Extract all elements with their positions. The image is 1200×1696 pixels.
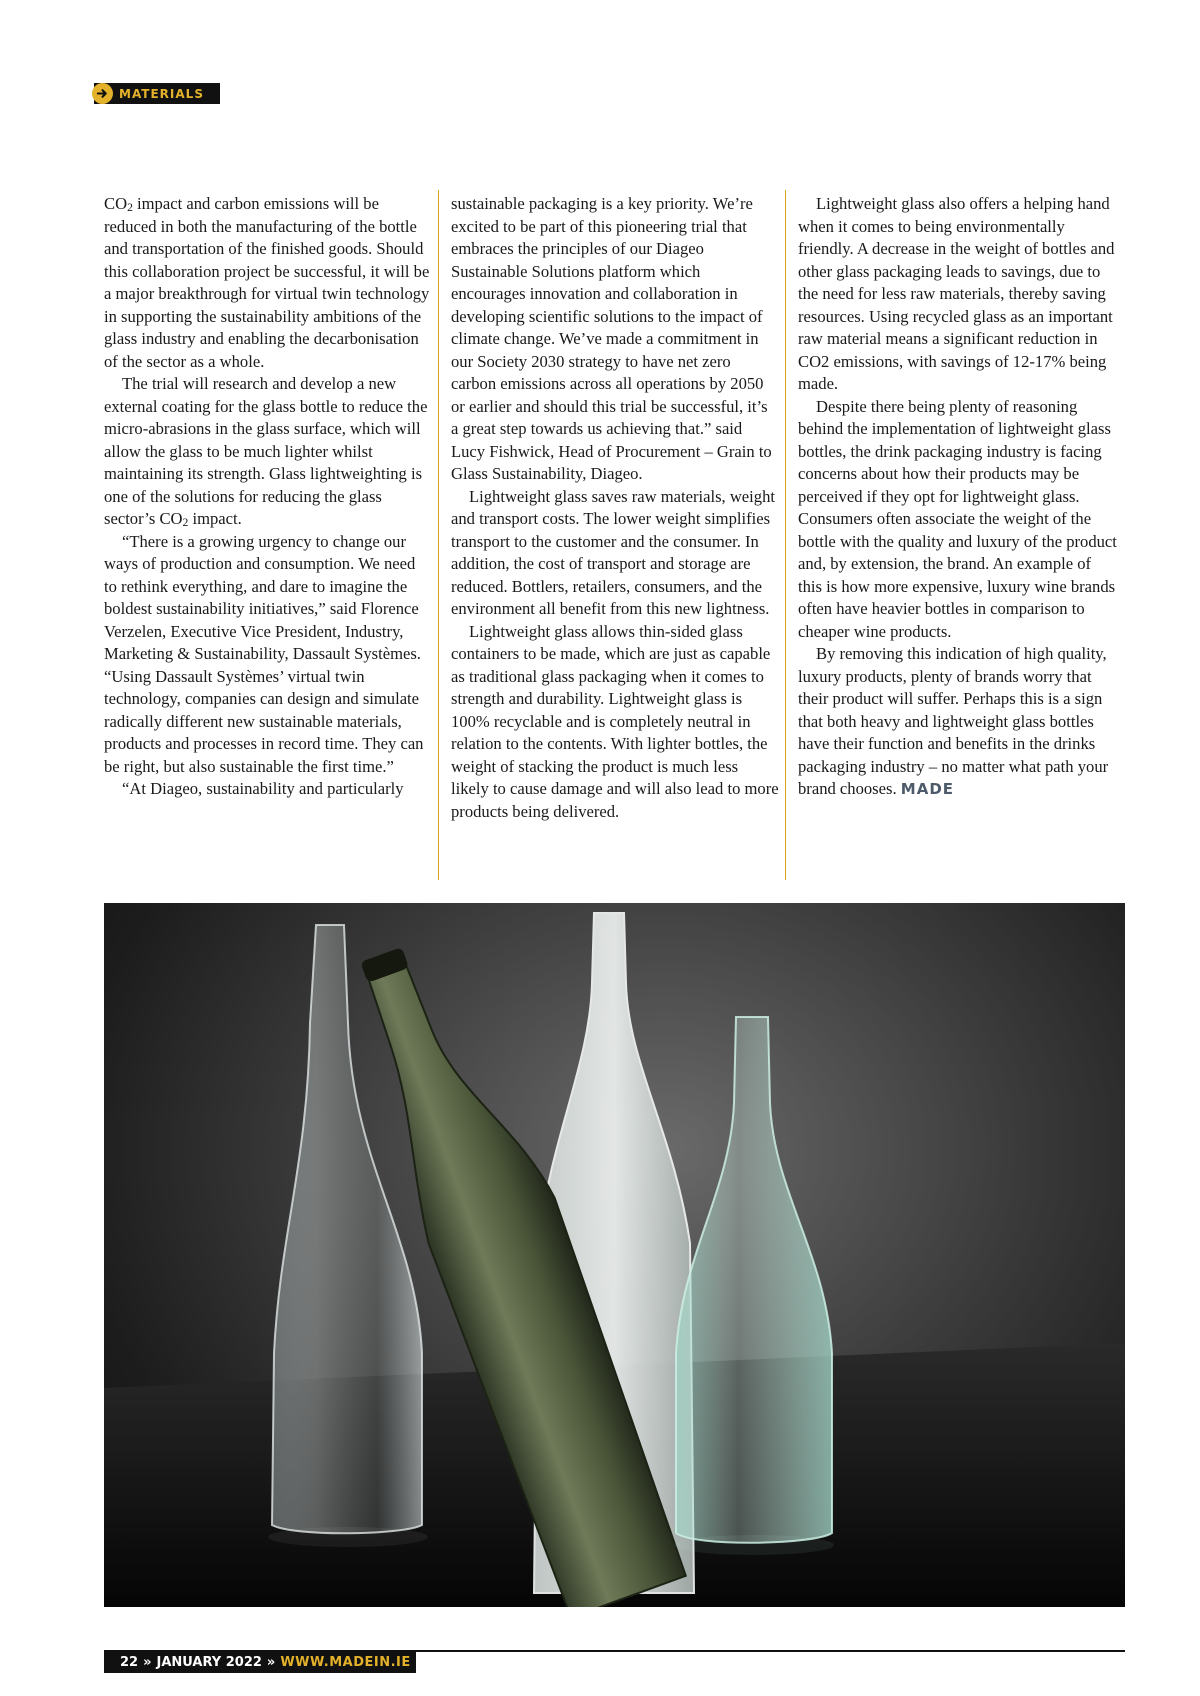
page-footer <box>104 1651 416 1673</box>
bottles-illustration <box>104 903 1125 1607</box>
section-tag <box>94 83 220 104</box>
glass-bottles-photo <box>104 903 1125 1607</box>
paragraph: “At Diageo, sustainability and particularly <box>122 779 404 798</box>
article-column-3 <box>798 193 1118 801</box>
page-number: 22 <box>120 1654 139 1670</box>
paragraph: By removing this indication of high quality, luxury products, plenty of brands worry that their product will suffer. Perhaps this is a sign that both heavy and lightweight glass bottles have their function and benefits in the drinks packaging industry – no matter what path your brand chooses. MADE <box>798 644 1109 798</box>
article-column-2 <box>451 193 779 823</box>
paragraph: Lightweight glass also offers a helping hand when it comes to being environmentally friendly. A decrease in the weight of bottles and other glass packaging leads to savings, due to the need for less raw materials, thereby saving resources. Using recycled glass as an important raw material means a significant reduction in CO2 emissions, with savings of 12-17% being made. <box>798 194 1115 393</box>
paragraph: $CO_2$ impact and carbon emissions will be reduced in both the manufacturing of the bottle and transportation of the finished goods. Should this collaboration project be successful, it will be a major breakthrough for virtual twin technology in supporting the sustainability ambitions of the glass industry and enabling the decarbonisation of the sector as a whole. <box>104 194 430 371</box>
website-link[interactable]: WWW.MADEIN.IE <box>280 1654 411 1670</box>
paragraph: “There is a growing urgency to change our ways of production and consumption. We need to rethink everything, and dare to imagine the boldest sustainability initiatives,” said Florence Verzelen, Executive Vice President, Industry, Marketing & Sustainability, Dassault Systèmes. “Using Dassault Systèmes’ virtual twin technology, companies can design and simulate radically different new sustainable materials, products and processes in record time. They can be right, but also sustainable the first time.” <box>104 531 424 776</box>
paragraph: Lightweight glass saves raw materials, weight and transport costs. The lower weight simplifies transport to the customer and the consumer. In addition, the cost of transport and storage are reduced. Bottlers, retailers, consumers, and the environment all benefit from this new lightness. <box>451 486 775 618</box>
separator: » <box>266 1654 276 1670</box>
section-label: MATERIALS <box>119 86 204 101</box>
paragraph: sustainable packaging is a key priority. We’re excited to be part of this pioneering trial that embraces the principles of our Diageo Sustainable Solutions platform which encourages innovation and collaboration in developing scientific solutions to the impact of climate change. We’ve made a commitment in our Society 2030 strategy to have net zero carbon emissions across all operations by 2050 or earlier and should this trial be successful, it’s a great step towards us achieving that.” said Lucy Fishwick, Head of Procurement – Grain to Glass Sustainability, Diageo. <box>451 194 772 483</box>
issue-date: JANUARY 2022 <box>156 1654 262 1670</box>
article-column-1 <box>104 193 432 801</box>
column-divider <box>438 190 439 880</box>
paragraph: Lightweight glass allows thin-sided glass containers to be made, which are just as capable as traditional glass packaging when it comes to strength and durability. Lightweight glass is 100% recyclable and is completely neutral in relation to the contents. With lighter bottles, the weight of stacking the product is much less likely to cause damage and will also lead to more products being delivered. <box>451 621 779 821</box>
arrow-right-circle-icon <box>92 83 113 104</box>
end-mark: MADE <box>900 780 955 798</box>
separator: » <box>143 1654 152 1670</box>
paragraph: The trial will research and develop a new external coating for the glass bottle to reduce the micro-abrasions in the glass surface, which will allow the glass to be much lighter whilst maintaining its strength. Glass lightweighting is one of the solutions for reducing the glass sector’s $CO_2$ impact. <box>104 374 428 529</box>
column-divider <box>785 190 786 880</box>
paragraph: Despite there being plenty of reasoning behind the implementation of lightweight glass bottles, the drink packaging industry is facing concerns about how their products may be perceived if they opt for lightweight glass. Consumers often associate the weight of the bottle with the quality and luxury of the product and, by extension, the brand. An example of this is how more expensive, luxury wine brands often have heavier bottles in comparison to cheaper wine products. <box>798 396 1117 641</box>
